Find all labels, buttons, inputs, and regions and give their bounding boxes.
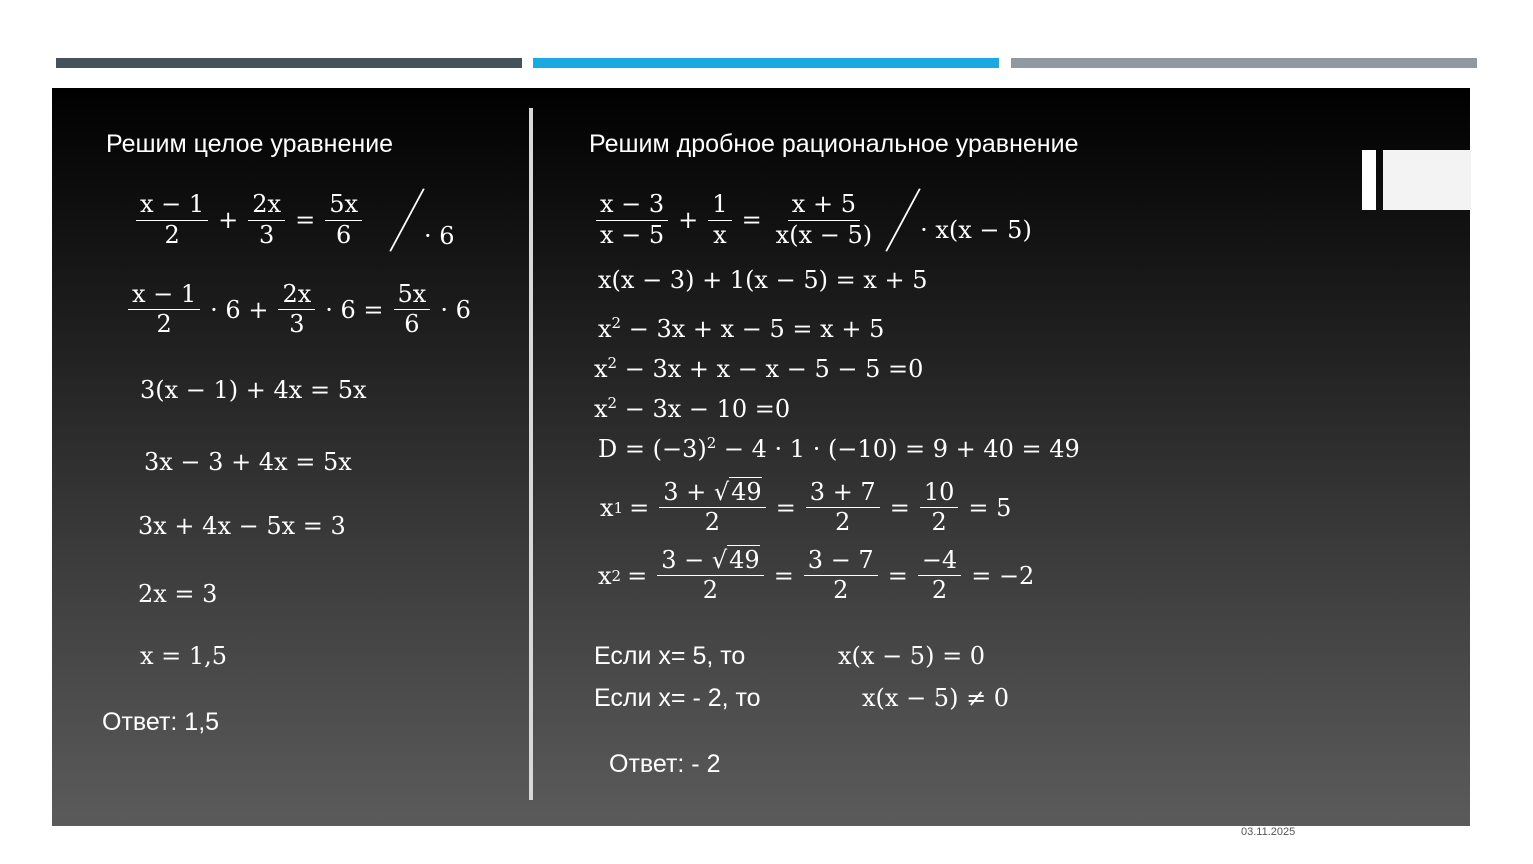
fraction <box>772 192 876 247</box>
operator: + <box>218 206 239 234</box>
expression: − 3x − 10 =0 <box>617 395 791 423</box>
variable: x <box>598 315 612 343</box>
denominator: 6 <box>335 220 352 249</box>
numerator: x − 3 <box>596 192 668 220</box>
numerator: 3 − √ <box>661 546 728 574</box>
fraction <box>394 282 431 337</box>
denominator: x − 5 <box>600 220 665 249</box>
variable: x <box>598 561 612 590</box>
numerator: 3 + 7 <box>806 480 880 508</box>
exponent: 2 <box>607 354 618 372</box>
numerator: 3 + √ <box>663 478 730 506</box>
fraction <box>918 548 961 603</box>
radicand: 49 <box>731 478 762 506</box>
denominator: 2 <box>931 508 947 537</box>
fraction <box>278 282 315 337</box>
operator: = <box>627 561 648 590</box>
multiplier: · 6 <box>424 222 455 250</box>
right-line-4 <box>594 354 923 383</box>
operator: = <box>775 493 796 522</box>
fraction <box>659 480 765 535</box>
header-bar-gray <box>1011 58 1477 68</box>
denominator: 3 <box>259 220 275 249</box>
fraction <box>248 192 285 247</box>
multiplier: · x(x − 5) <box>920 216 1032 244</box>
denominator: 6 <box>404 310 420 339</box>
expression: − 4 · 1 · (−10) = 9 + 40 = 49 <box>716 435 1080 463</box>
left-line-3: 3(x − 1) + 4x = 5x <box>140 376 367 404</box>
left-equation-2 <box>124 282 477 337</box>
right-line-6-discriminant <box>598 434 1080 463</box>
denominator: 3 <box>289 310 305 339</box>
slash-mark <box>389 188 424 251</box>
denominator: 2 <box>164 220 180 249</box>
expression: − 3x + x − x − 5 − 5 =0 <box>617 355 924 383</box>
result: = 5 <box>968 493 1012 522</box>
check-1-math: x(x − 5) = 0 <box>838 642 986 670</box>
fraction <box>708 192 731 247</box>
denominator: 2 <box>704 508 721 537</box>
denominator: x(x − 5) <box>775 220 873 249</box>
check-1-text: Если x= 5, то <box>594 642 746 670</box>
root-x1 <box>600 480 1017 535</box>
left-line-4: 3x − 3 + 4x = 5x <box>144 448 352 476</box>
denominator: 2 <box>931 576 948 605</box>
numerator: x − 1 <box>136 192 208 220</box>
right-line-3 <box>598 314 884 343</box>
numerator: −4 <box>918 548 961 576</box>
fraction <box>596 192 668 247</box>
fraction <box>806 480 880 535</box>
expression: − 3x + x − 5 = x + 5 <box>621 315 885 343</box>
denominator: 2 <box>835 508 851 537</box>
fraction <box>804 548 878 603</box>
operator: · 6 = <box>325 295 384 324</box>
left-line-7: x = 1,5 <box>140 642 228 670</box>
slide-date: 03.11.2025 <box>1241 826 1296 838</box>
right-heading: Решим дробное рациональное уравнение <box>589 130 1079 158</box>
denominator: 2 <box>702 576 719 605</box>
header-bar-dark <box>56 58 522 68</box>
variable: x <box>594 395 608 423</box>
left-line-5: 3x + 4x − 5x = 3 <box>138 512 346 540</box>
root-x2 <box>598 548 1040 603</box>
left-line-6: 2x = 3 <box>138 580 218 608</box>
expression: D = (−3) <box>598 435 707 463</box>
numerator: 3 − 7 <box>804 548 878 576</box>
operator: = <box>629 493 650 522</box>
check-2-math: x(x − 5) ≠ 0 <box>862 684 1010 712</box>
slide-image <box>52 88 1470 826</box>
operator: = <box>741 206 762 234</box>
fraction <box>325 192 362 247</box>
left-heading: Решим целое уравнение <box>106 130 394 158</box>
column-divider <box>529 108 533 800</box>
decorative-block <box>1383 150 1471 210</box>
variable: x <box>600 493 614 522</box>
operator: = <box>295 206 316 234</box>
numerator: x − 1 <box>128 282 200 310</box>
subscript: 2 <box>611 566 622 585</box>
numerator: 5x <box>325 192 362 220</box>
header-bar-blue <box>533 58 999 68</box>
operator: = <box>773 561 794 590</box>
fraction <box>920 480 959 535</box>
numerator: 1 <box>708 192 731 220</box>
left-equation-1 <box>132 188 455 252</box>
right-line-5 <box>594 394 790 423</box>
numerator: x + 5 <box>788 192 860 220</box>
denominator: x <box>713 220 727 249</box>
variable: x <box>594 355 608 383</box>
fraction <box>128 282 200 337</box>
numerator: 2x <box>278 282 315 310</box>
result: = −2 <box>971 561 1035 590</box>
slash-mark <box>885 188 920 251</box>
denominator: 2 <box>833 576 849 605</box>
right-equation-1 <box>592 188 1032 252</box>
subscript: 1 <box>613 498 624 517</box>
check-2-text: Если x= - 2, то <box>594 684 761 712</box>
left-answer: Ответ: 1,5 <box>102 708 220 736</box>
operator: + <box>678 206 699 234</box>
radicand: 49 <box>729 546 760 574</box>
operator: · 6 + <box>210 295 269 324</box>
numerator: 5x <box>394 282 431 310</box>
exponent: 2 <box>607 394 618 412</box>
numerator: 10 <box>920 480 959 508</box>
exponent: 2 <box>611 314 622 332</box>
numerator: 2x <box>248 192 285 220</box>
operator: · 6 <box>440 295 471 324</box>
fraction <box>136 192 208 247</box>
right-answer: Ответ: - 2 <box>609 750 721 778</box>
fraction <box>657 548 763 603</box>
right-line-2: x(x − 3) + 1(x − 5) = x + 5 <box>598 266 928 294</box>
operator: = <box>889 493 910 522</box>
denominator: 2 <box>156 310 172 339</box>
decorative-block <box>1362 150 1376 210</box>
exponent: 2 <box>706 434 717 452</box>
operator: = <box>887 561 908 590</box>
